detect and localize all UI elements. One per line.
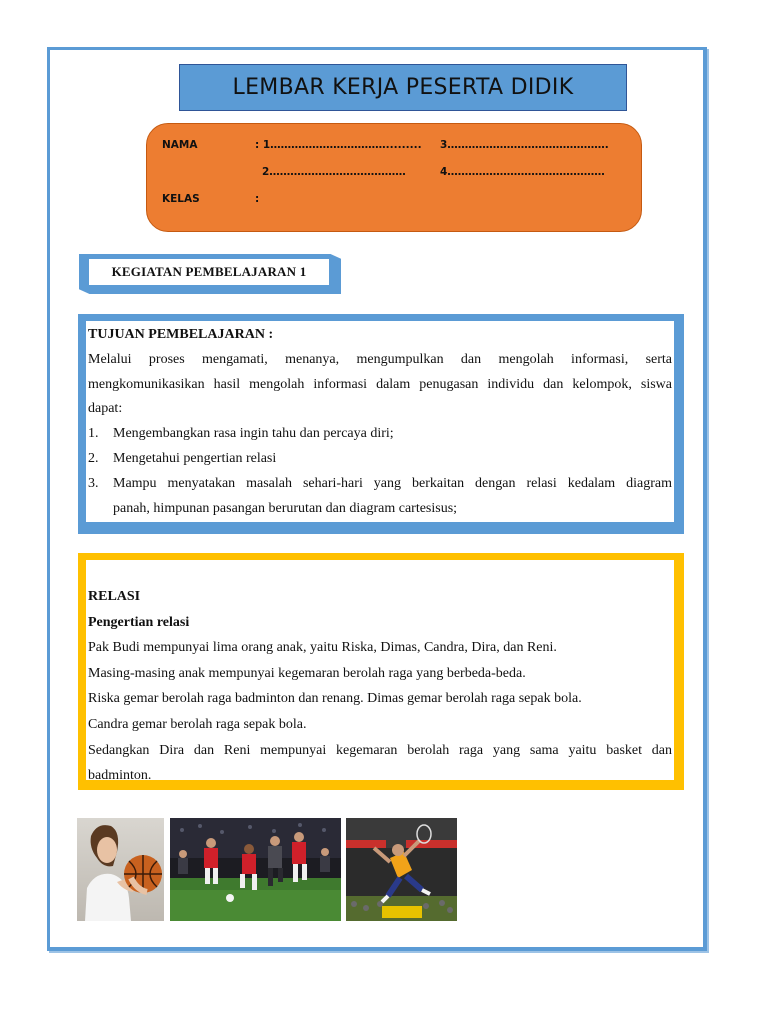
kegiatan-label: KEGIATAN PEMBELAJARAN 1: [89, 259, 329, 285]
relasi-line-3: Riska gemar berolah raga badminton dan renang. Dimas gemar berolah raga sepak bola.: [88, 691, 582, 707]
basketball-photo: [77, 818, 164, 921]
kelas-label: KELAS: [162, 193, 200, 205]
worksheet-title: [179, 64, 627, 111]
relasi-section: [78, 553, 684, 790]
member-3-field[interactable]: 3……………………………………….: [440, 139, 609, 151]
soccer-photo: [170, 818, 341, 921]
list-item: [88, 447, 672, 472]
member-1-field[interactable]: : 1…………………………….........: [255, 139, 422, 151]
tujuan-section: [78, 314, 684, 534]
worksheet-title-text: LEMBAR KERJA PESERTA DIDIK: [232, 75, 574, 100]
list-text: Mengetahui pengertian relasi: [113, 450, 277, 466]
list-number: 1.: [88, 426, 99, 442]
relasi-heading: RELASI: [88, 589, 141, 604]
tujuan-intro-line-3: dapat:: [88, 401, 123, 417]
badminton-photo: [346, 818, 457, 921]
list-item: [88, 422, 672, 447]
relasi-line-1: Pak Budi mempunyai lima orang anak, yaitu Riska, Dimas, Candra, Dira, dan Reni.: [88, 640, 557, 656]
tujuan-heading: TUJUAN PEMBELAJARAN :: [88, 327, 274, 342]
member-4-field[interactable]: 4………………………………………: [440, 166, 605, 178]
list-number: 2.: [88, 450, 99, 466]
list-text: Mampu menyatakan masalah sehari-hari yang berkaitan dengan relasi kedalam diagram: [113, 475, 672, 491]
relasi-line-4: Candra gemar berolah raga sepak bola.: [88, 716, 307, 732]
nama-label: NAMA: [162, 139, 198, 151]
list-text: panah, himpunan pasangan berurutan dan diagram cartesisus;: [113, 500, 458, 516]
tujuan-intro-line-2: mengkomunikasikan hasil mengolah informasi dalam penugasan individu dan kelompok, siswa: [88, 376, 672, 392]
relasi-line-5: Sedangkan Dira dan Reni mempunyai kegemaran berolah raga yang sama yaitu basket dan: [88, 742, 672, 758]
tujuan-intro-line-1: Melalui proses mengamati, menanya, mengumpulkan dan mengolah informasi, serta: [88, 351, 672, 367]
list-number: 3.: [88, 475, 99, 491]
identity-box: [146, 123, 642, 232]
member-2-field[interactable]: 2…………………………………: [262, 166, 406, 178]
relasi-line-2: Masing-masing anak mempunyai kegemaran berolah raga yang berbeda-beda.: [88, 665, 526, 681]
tujuan-list: [88, 422, 672, 521]
relasi-subheading: Pengertian relasi: [88, 614, 190, 630]
kelas-field[interactable]: :: [255, 193, 260, 205]
list-item: [88, 472, 672, 522]
relasi-line-6: badminton.: [88, 768, 152, 784]
list-text: Mengembangkan rasa ingin tahu dan percaya diri;: [113, 426, 394, 442]
